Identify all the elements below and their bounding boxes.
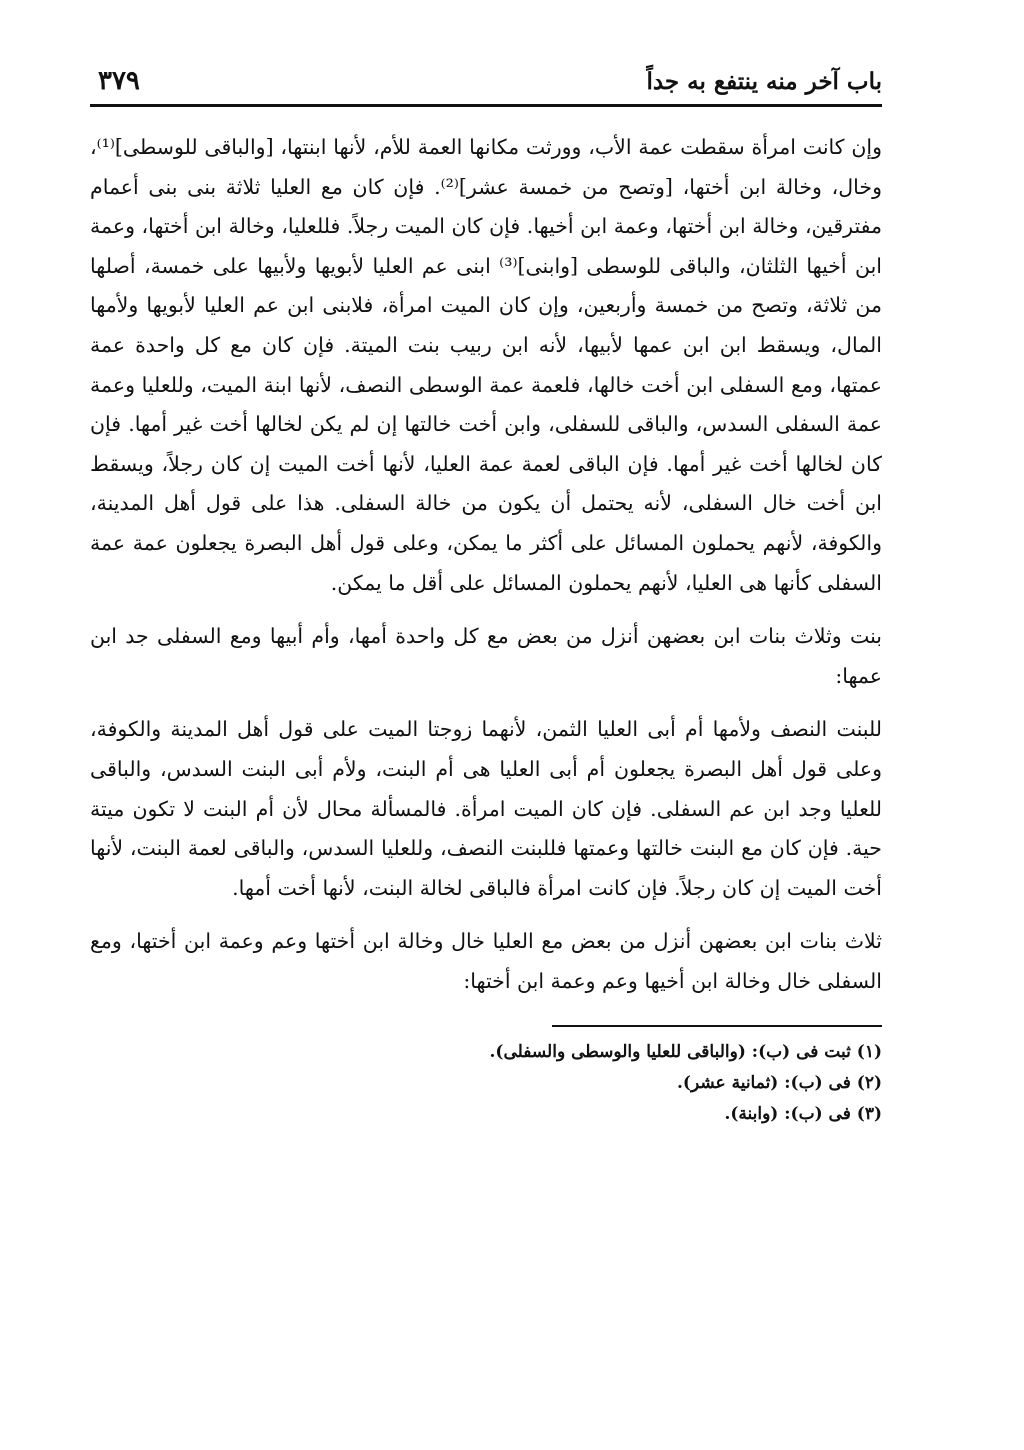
footnote-3: (٣) فى (ب): (وابنة).	[724, 1104, 882, 1125]
paragraph-1: وإن كانت امرأة سقطت عمة الأب، وورثت مكانها العمة للأم، لأنها ابنتها، [والباقى للوسطى]⁽¹⁾، وخال، وخالة ابن أختها، [وتصح من خمسة عشر]⁽²⁾. فإن كان مع العليا ثلاثة بنى بنى أعمام مفترقين، وخالة ابن أختها، وعمة ابن أخيها. فإن كان الميت رجلاً. فللعليا، وخالة ابن أختها، وعمة ابن أخيها الثلثان، والباقى للوسطى [وابنى]⁽³⁾ ابنى عم العليا لأبويها ولأبيها على خمسة، أصلها من ثلاثة، وتصح من خمسة وأربعين، وإن كان الميت امرأة، فلابنى ابن عم العليا لأبويها ولأمها المال، ويسقط ابن ابن عمها لأبيها، لأنه ابن ربيب بنت الميتة. فإن كان مع كل واحدة عمة عمتها، ومع السفلى ابن أخت خالها، فلعمة عمة الوسطى النصف، لأنها ابنة الميت، وللعليا وعمة عمة السفلى السدس، والباقى للسفلى، وابن أخت خالتها إن لم يكن لخالها أخت غير أمها. فإن كان لخالها أخت غير أمها. فإن الباقى لعمة عمة العليا، لأنها أخت الميت إن كان رجلاً، ويسقط ابن أخت خال السفلى، لأنه يحتمل أن يكون من خالة السفلى. هذا على قول أهل المدينة، والكوفة، لأنهم يحملون المسائل على أكثر ما يمكن، وعلى قول أهل البصرة يجعلون عمة عمة السفلى كأنها هى العليا، لأنهم يحملون المسائل على أقل ما يمكن.	[90, 135, 882, 595]
footnotes	[90, 1037, 882, 1130]
footnote-1: (١) ثبت فى (ب): (والباقى للعليا والوسطى والسفلى).	[489, 1042, 882, 1063]
footnote-rule	[552, 1025, 882, 1027]
header-rule	[90, 104, 882, 107]
paragraph-2: بنت وثلاث بنات ابن بعضهن أنزل من بعض مع كل واحدة أمها، وأم أبيها ومع السفلى جد ابن عمها:	[90, 624, 882, 688]
page-header	[90, 62, 882, 106]
book-page	[90, 62, 882, 1392]
paragraph-3: للبنت النصف ولأمها أم أبى العليا الثمن، لأنهما زوجتا الميت على قول أهل المدينة والكوفة، وعلى قول أهل البصرة يجعلون أم أبى العليا هى أم البنت، ولأم أبى البنت السدس، والباقى للعليا وجد ابن عم السفلى. فإن كان الميت امرأة. فالمسألة محال لأن أم البنت لا تكون ميتة حية. فإن كان مع البنت خالتها وعمتها فللبنت النصف، وللعليا السدس، والباقى لعمة البنت، لأنها أخت الميت إن كان رجلاً. فإن كانت امرأة فالباقى لخالة البنت، لأنها أخت أمها.	[90, 717, 882, 900]
body-text	[90, 128, 882, 1001]
running-head: باب آخر منه ينتفع به جداً	[646, 68, 882, 95]
paragraph-4: ثلاث بنات ابن بعضهن أنزل من بعض مع العليا خال وخالة ابن أختها وعم وعمة ابن أختها، ومع السفلى خال وخالة ابن أخيها وعم وعمة ابن أختها:	[90, 929, 882, 993]
page-number: ٣٧٩	[98, 66, 140, 96]
footnote-2: (٢) فى (ب): (ثمانية عشر).	[677, 1073, 882, 1094]
